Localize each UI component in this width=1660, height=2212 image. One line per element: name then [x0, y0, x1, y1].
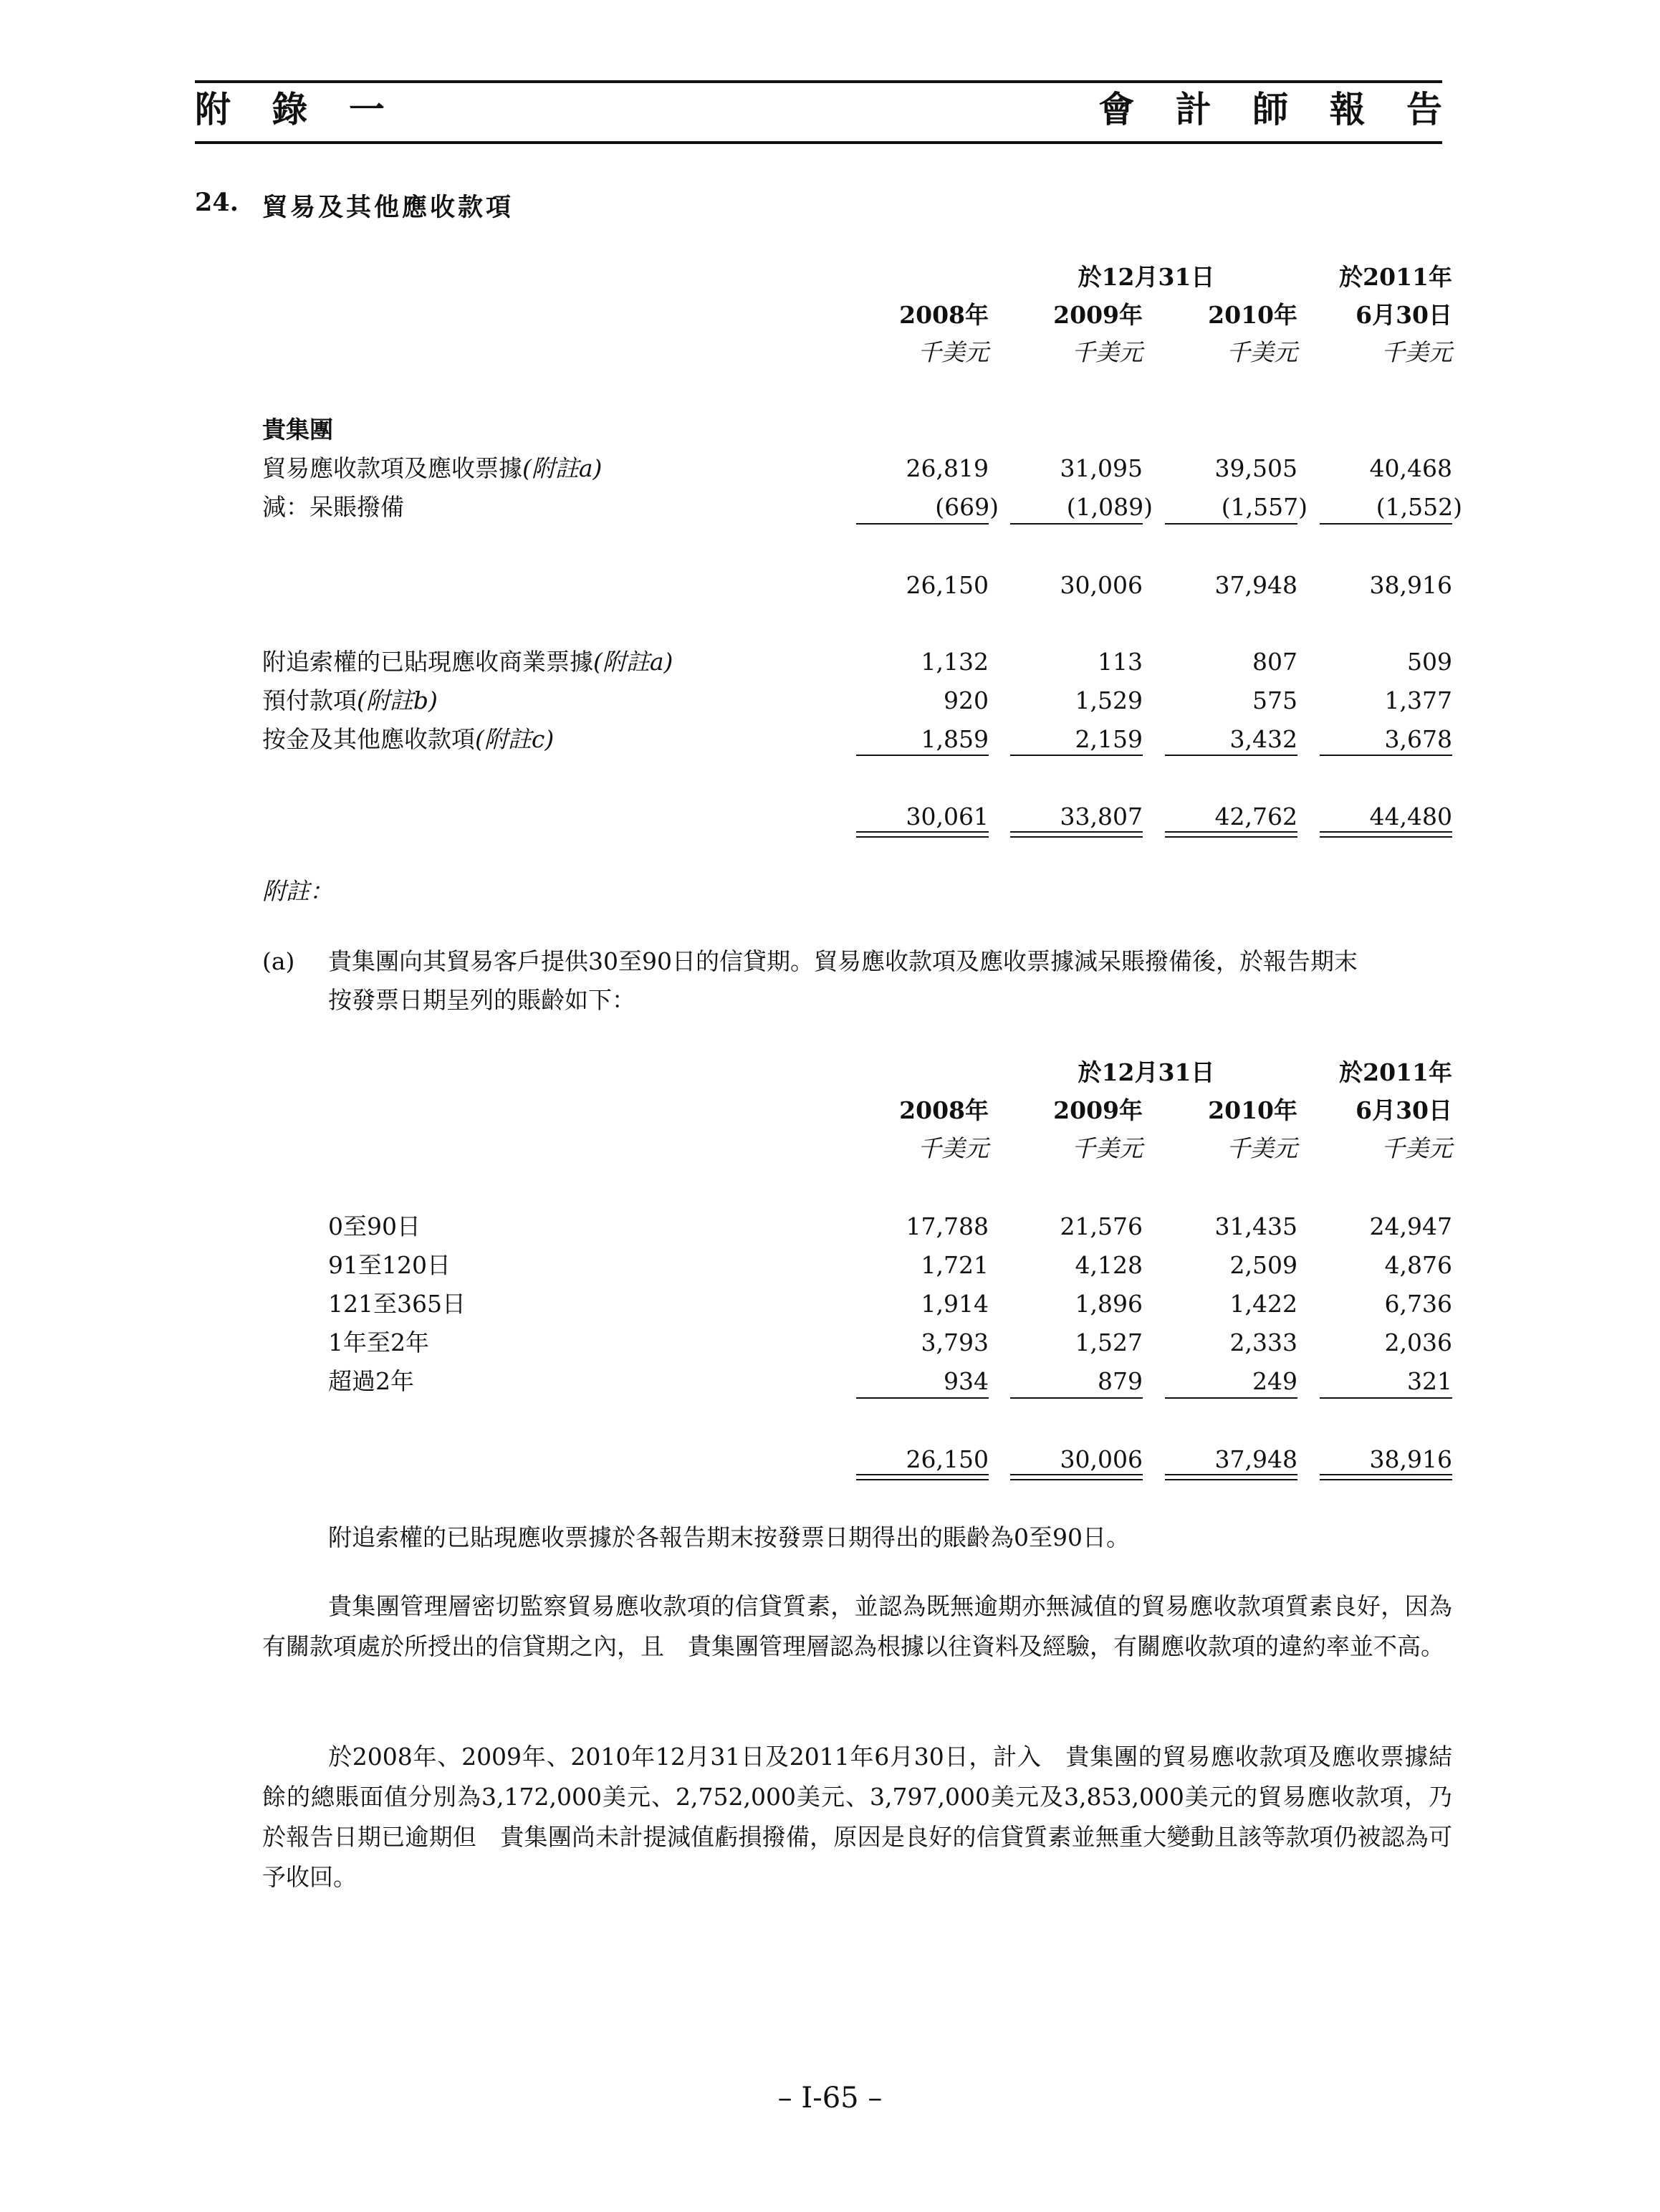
underline: [856, 755, 989, 756]
table2-col-header: 6月30日: [1356, 1096, 1452, 1124]
table-cell: 24,947: [1369, 1212, 1452, 1240]
underline: [1320, 1397, 1452, 1399]
double-underline: [1320, 831, 1452, 838]
table-cell: 31,435: [1214, 1212, 1297, 1240]
section-number: 24.: [195, 188, 239, 217]
table1-group-label: 貴集團: [262, 416, 333, 444]
underline: [856, 1397, 989, 1399]
table-cell: (1,089): [1066, 493, 1153, 521]
table-cell: 575: [1252, 686, 1297, 714]
table1-unit: 千美元: [918, 338, 989, 366]
underline: [1165, 755, 1297, 756]
table1-col-header: 2009年: [1053, 301, 1143, 329]
aging-label: 121至365日: [328, 1290, 466, 1318]
table2-unit: 千美元: [918, 1134, 989, 1162]
table-row-label: [262, 685, 438, 717]
total-cell: 33,807: [1060, 803, 1143, 830]
table1-unit: 千美元: [1381, 338, 1452, 366]
table-cell: 2,159: [1075, 725, 1143, 753]
subtotal-cell: 37,948: [1214, 571, 1297, 599]
double-underline: [1165, 831, 1297, 838]
table1-col-header: 6月30日: [1356, 301, 1452, 329]
aging-label: 91至120日: [328, 1251, 451, 1279]
table2-col-header: 2010年: [1208, 1096, 1297, 1124]
table-cell: 2,333: [1229, 1328, 1297, 1356]
section-title: 貿易及其他應收款項: [262, 193, 514, 222]
total-cell: 26,150: [906, 1445, 989, 1473]
table1-col-header: 2008年: [899, 301, 989, 329]
table-cell: (1,552): [1376, 493, 1462, 521]
table-cell: 1,527: [1075, 1328, 1143, 1356]
row-label-text: 貿易應收款項及應收票據: [262, 454, 522, 482]
underline: [1320, 755, 1452, 756]
table-cell: 934: [944, 1367, 989, 1395]
table-cell: 509: [1407, 648, 1452, 676]
table-cell: 26,819: [906, 454, 989, 482]
double-underline: [1320, 1474, 1452, 1480]
row-note: (附註c): [475, 725, 555, 753]
underline: [1010, 755, 1143, 756]
table-cell: 3,432: [1229, 725, 1297, 753]
table-cell: 39,505: [1214, 454, 1297, 482]
table-cell: (1,557): [1221, 493, 1308, 521]
table2-unit: 千美元: [1072, 1134, 1143, 1162]
double-underline: [856, 831, 989, 838]
underline: [1165, 523, 1297, 525]
underline: [1320, 523, 1452, 525]
table-cell: 1,377: [1384, 686, 1452, 714]
note-a-line2: 按發票日期呈列的賬齡如下：: [328, 986, 635, 1014]
aging-label: 0至90日: [328, 1212, 421, 1240]
table-cell: 1,914: [921, 1290, 989, 1318]
table-cell: 21,576: [1060, 1212, 1143, 1240]
table-cell: 1,859: [921, 725, 989, 753]
table-cell: 4,128: [1075, 1251, 1143, 1279]
table1-lastcol-header: 於2011年: [1339, 263, 1452, 291]
table2-unit: 千美元: [1227, 1134, 1297, 1162]
table-cell: 1,422: [1229, 1290, 1297, 1318]
table-cell: 4,876: [1384, 1251, 1452, 1279]
double-underline: [1010, 1474, 1143, 1480]
subtotal-cell: 30,006: [1060, 571, 1143, 599]
table-cell: 2,036: [1384, 1328, 1452, 1356]
note-a-line1: 貴集團向其貿易客戶提供30至90日的信貸期。貿易應收款項及應收票據減呆賬撥備後，於報告期末: [328, 947, 1358, 975]
subtotal-cell: 38,916: [1369, 571, 1452, 599]
table-row-label: 減：呆賬撥備: [262, 493, 404, 521]
table-cell: 1,529: [1075, 686, 1143, 714]
row-label-text: 預付款項: [262, 686, 357, 714]
total-cell: 44,480: [1369, 803, 1452, 830]
total-cell: 38,916: [1369, 1445, 1452, 1473]
row-note: (附註b): [357, 686, 438, 714]
table-cell: 113: [1098, 648, 1143, 676]
table-row-label: [262, 646, 673, 678]
table-row-label: [262, 724, 554, 755]
report-title: 會 計 師 報 告: [1098, 88, 1457, 130]
row-note: (附註a): [522, 454, 603, 482]
table2-col-header: 2009年: [1053, 1096, 1143, 1124]
row-label-text: 按金及其他應收款項: [262, 725, 475, 753]
underline: [1010, 523, 1143, 525]
total-cell: 42,762: [1214, 803, 1297, 830]
total-cell: 37,948: [1214, 1445, 1297, 1473]
subtotal-cell: 26,150: [906, 571, 989, 599]
table-cell: 249: [1252, 1367, 1297, 1395]
table-cell: 879: [1098, 1367, 1143, 1395]
paragraph-credit-quality: 貴集團管理層密切監察貿易應收款項的信貸質素，並認為既無逾期亦無減值的貿易應收款項質素良好，因為有關款項處於所授出的信貸期之內，且 貴集團管理層認為根據以往資料及經驗，有關應收款項的違約率並不高。: [262, 1592, 1452, 1660]
table-cell: 321: [1407, 1367, 1452, 1395]
note-a-marker: (a): [262, 947, 295, 975]
double-underline: [856, 1474, 989, 1480]
aging-label: 超過2年: [328, 1367, 414, 1395]
table-cell: 17,788: [906, 1212, 989, 1240]
row-note: (附註a): [593, 648, 673, 676]
table2-lastcol-header: 於2011年: [1339, 1058, 1452, 1086]
table-row-label: [262, 453, 602, 484]
paragraph-aging-note: 附追索權的已貼現應收票據於各報告期末按發票日期得出的賬齡為0至90日。: [328, 1523, 1130, 1551]
table-cell: 1,132: [921, 648, 989, 676]
table2-group-header: 於12月31日: [1078, 1058, 1215, 1086]
table-cell: 31,095: [1060, 454, 1143, 482]
header-rule-top: [195, 80, 1442, 83]
table-cell: (669): [935, 493, 999, 521]
table-cell: 3,793: [921, 1328, 989, 1356]
header-rule-bottom: [195, 141, 1442, 144]
underline: [1165, 1397, 1297, 1399]
table-cell: 3,678: [1384, 725, 1452, 753]
total-cell: 30,061: [906, 803, 989, 830]
table2-col-header: 2008年: [899, 1096, 989, 1124]
appendix-label: 附 錄 一: [195, 88, 399, 130]
table1-group-header: 於12月31日: [1078, 263, 1215, 291]
table1-col-header: 2010年: [1208, 301, 1297, 329]
row-label-text: 附追索權的已貼現應收商業票據: [262, 648, 593, 676]
double-underline: [1165, 1474, 1297, 1480]
table2-unit: 千美元: [1381, 1134, 1452, 1162]
table-cell: 40,468: [1369, 454, 1452, 482]
table1-unit: 千美元: [1227, 338, 1297, 366]
double-underline: [1010, 831, 1143, 838]
table-cell: 1,721: [921, 1251, 989, 1279]
table1-unit: 千美元: [1072, 338, 1143, 366]
total-cell: 30,006: [1060, 1445, 1143, 1473]
table-cell: 2,509: [1229, 1251, 1297, 1279]
table-cell: 6,736: [1384, 1290, 1452, 1318]
paragraph-overdue: 於2008年、2009年、2010年12月31日及2011年6月30日，計入 貴集團的貿易應收款項及應收票據結餘的總賬面值分別為3,172,000美元、2,752,000美元、3,797,000美元及3,853,000美元的貿易應收款項，乃於報告日期已逾期但 貴集團尚未計提減值虧損撥備，原因是良好的信貸質素並無重大變動且該等款項仍被認為可予收回。: [262, 1743, 1452, 1891]
underline: [856, 523, 989, 525]
aging-label: 1年至2年: [328, 1328, 429, 1356]
table-cell: 1,896: [1075, 1290, 1143, 1318]
underline: [1010, 1397, 1143, 1399]
table-cell: 807: [1252, 648, 1297, 676]
table-cell: 920: [944, 686, 989, 714]
notes-label: 附註：: [262, 877, 333, 905]
page-number: – I-65 –: [777, 2082, 883, 2115]
